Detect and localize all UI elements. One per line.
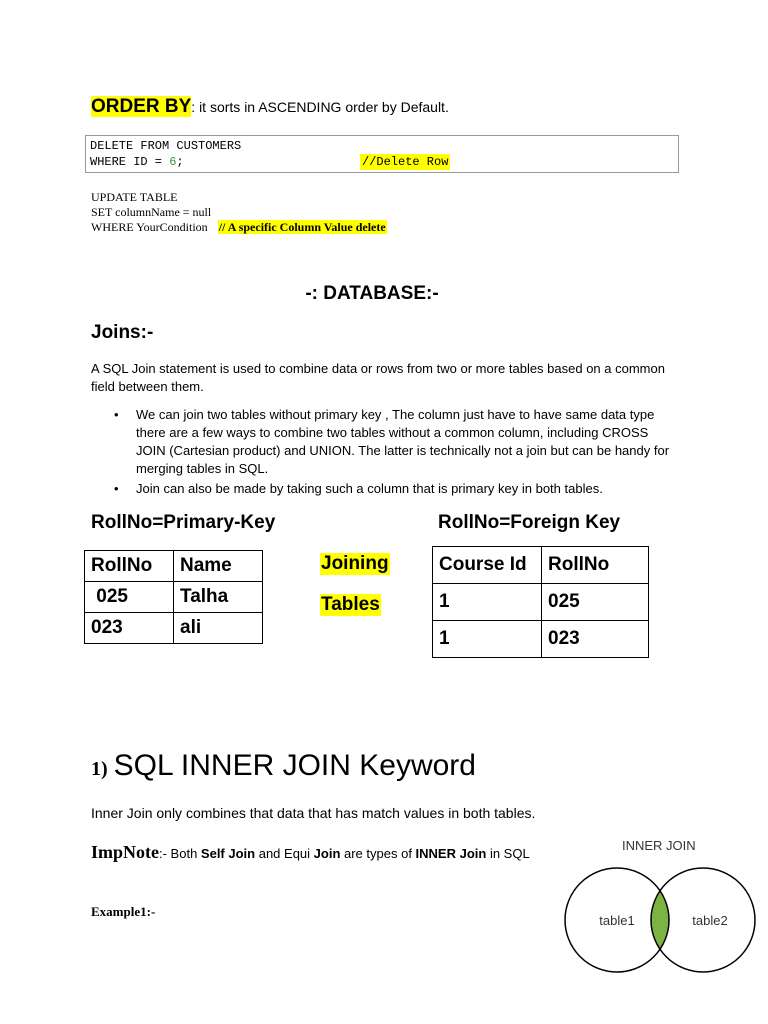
table-cell: 025 [542, 584, 649, 621]
example-label: Example1:- [91, 904, 156, 919]
section-title: SQL INNER JOIN Keyword [113, 749, 476, 782]
table-row [433, 584, 649, 621]
code-where: WHERE ID = [90, 155, 170, 169]
venn-title: INNER JOIN [622, 838, 696, 853]
tables-label: Tables [321, 594, 380, 615]
update-where: WHERE YourCondition [91, 220, 208, 234]
joining-label: Joining [321, 553, 389, 574]
joins-bullet-list [91, 406, 681, 500]
table-header-cell: Course Id [433, 547, 542, 584]
impnote-text: and Equi [255, 846, 314, 861]
courses-table [432, 546, 649, 658]
joins-heading: Joins:- [91, 322, 154, 343]
table-header-cell: Name [174, 551, 263, 582]
inner-join-heading [91, 749, 476, 783]
order-by-note [91, 96, 449, 118]
table-cell: 023 [542, 621, 649, 658]
table-row [433, 621, 649, 658]
impnote-inner-join: INNER Join [415, 846, 487, 861]
table-cell: Talha [174, 582, 263, 613]
table-cell: ali [174, 613, 263, 644]
code-line-1: DELETE FROM CUSTOMERS [90, 139, 242, 153]
update-statement [91, 190, 387, 235]
impnote-label: ImpNote [91, 842, 159, 862]
joins-intro: A SQL Join statement is used to combine data or rows from two or more tables based on a common field between them. [91, 361, 665, 394]
students-table [84, 550, 263, 644]
update-note: // A specific Column Value delete [218, 220, 386, 234]
venn-right-label: table2 [692, 913, 728, 928]
inner-join-description: Inner Join only combines that data that has match values in both tables. [91, 805, 536, 821]
impnote-join: Join [313, 846, 341, 861]
primary-key-label: RollNo=Primary-Key [91, 512, 276, 533]
impnote-text: in SQL [486, 846, 530, 861]
code-comment: //Delete Row [362, 155, 449, 169]
order-by-text: : it sorts in ASCENDING order by Default. [191, 99, 449, 115]
venn-left-label: table1 [599, 913, 635, 928]
table-header-cell: RollNo [85, 551, 174, 582]
table-header-cell: RollNo [542, 547, 649, 584]
database-title: -: DATABASE:- [305, 283, 439, 304]
impnote-text: :- Both [159, 846, 201, 861]
code-value: 6 [169, 155, 177, 169]
code-line-2 [90, 154, 678, 170]
bullet-item: • Join can also be made by taking such a column that is primary key in both tables. [91, 480, 681, 498]
foreign-key-label: RollNo=Foreign Key [438, 512, 621, 533]
inner-join-venn-diagram [560, 860, 760, 978]
update-line-2: SET columnName = null [91, 205, 212, 219]
bullet-item: • We can join two tables without primary key , The column just have to have same data type there are a few ways to combine two tables without a common column, including CROSS JOIN (Cartesian product) and UNION. The latter is technically not a join but can be handy for merging tables in SQL. [91, 406, 681, 478]
table-cell: 025 [85, 582, 174, 613]
table-header-row [85, 551, 263, 582]
table-cell: 023 [85, 613, 174, 644]
impnote-self-join: Self Join [200, 846, 256, 861]
table-cell: 1 [433, 621, 542, 658]
code-semicolon: ; [176, 155, 184, 169]
section-number: 1) [91, 758, 108, 780]
table-row [85, 613, 263, 644]
table-header-row [433, 547, 649, 584]
update-line-3 [91, 220, 387, 235]
code-box [85, 135, 679, 173]
update-line-1: UPDATE TABLE [91, 190, 178, 204]
impnote-text: are types of [340, 846, 416, 861]
order-by-keyword: ORDER BY [91, 96, 192, 117]
impnote [91, 843, 571, 863]
table-cell: 1 [433, 584, 542, 621]
table-row [85, 582, 263, 613]
